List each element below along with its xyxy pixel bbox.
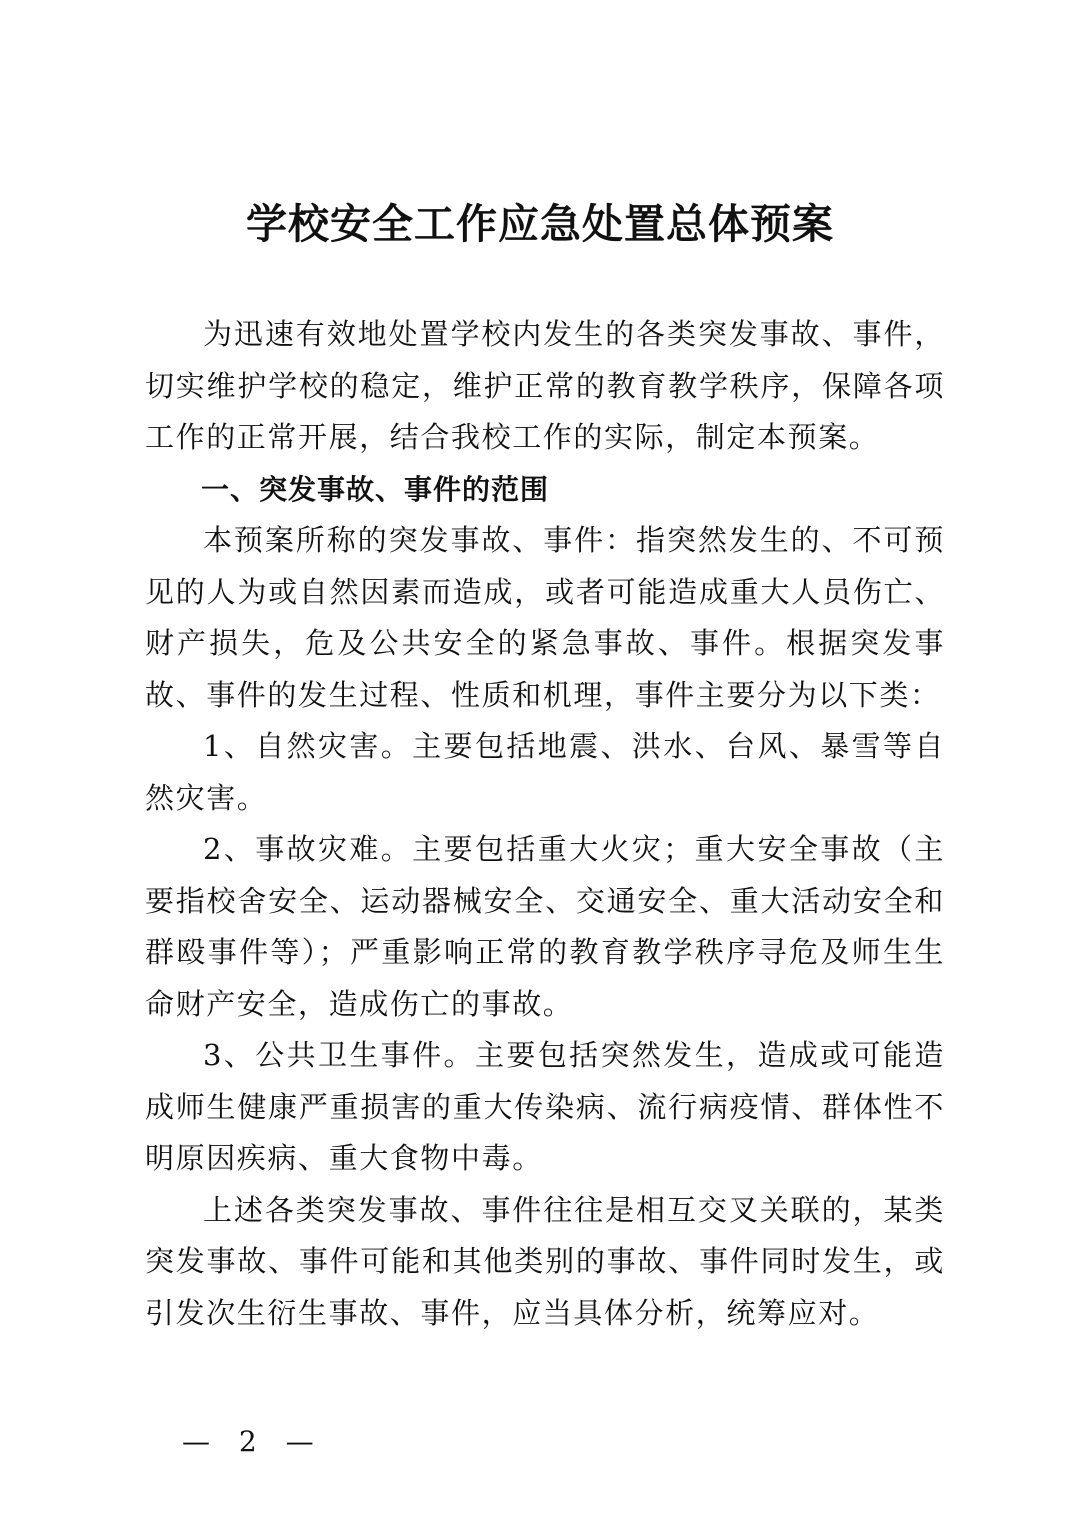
document-body [145, 309, 945, 1339]
scope-definition-paragraph: 本预案所称的突发事故、事件：指突然发生的、不可预见的人为或自然因素而造成，或者可能造成重大人员伤亡、财产损失，危及公共安全的紧急事故、事件。根据突发事故、事件的发生过程、性质和机理，事件主要分为以下类： [145, 523, 945, 712]
page-number: — 2 — [182, 1425, 324, 1458]
intro-paragraph: 为迅速有效地处置学校内发生的各类突发事故、事件，切实维护学校的稳定，维护正常的教育教学秩序，保障各项工作的正常开展，结合我校工作的实际，制定本预案。 [145, 317, 945, 454]
public-health-paragraph: 3、公共卫生事件。主要包括突然发生，造成或可能造成师生健康严重损害的重大传染病、流行病疫情、群体性不明原因疾病、重大食物中毒。 [145, 1038, 945, 1175]
natural-disaster-paragraph: 1、自然灾害。主要包括地震、洪水、台风、暴雪等自然灾害。 [145, 729, 945, 815]
section-heading: 一、突发事故、事件的范围 [201, 472, 550, 506]
accident-disaster-paragraph: 2、事故灾难。主要包括重大火灾；重大安全事故（主要指校舍安全、运动器械安全、交通安全、重大活动安全和群殴事件等）；严重影响正常的教育教学秩序寻危及师生生命财产安全，造成伤亡的事故。 [145, 832, 945, 1021]
document-title: 学校安全工作应急处置总体预案 [246, 200, 834, 248]
summary-paragraph: 上述各类突发事故、事件往往是相互交叉关联的，某类突发事故、事件可能和其他类别的事故、事件同时发生，或引发次生衍生事故、事件，应当具体分析，统筹应对。 [145, 1192, 945, 1330]
